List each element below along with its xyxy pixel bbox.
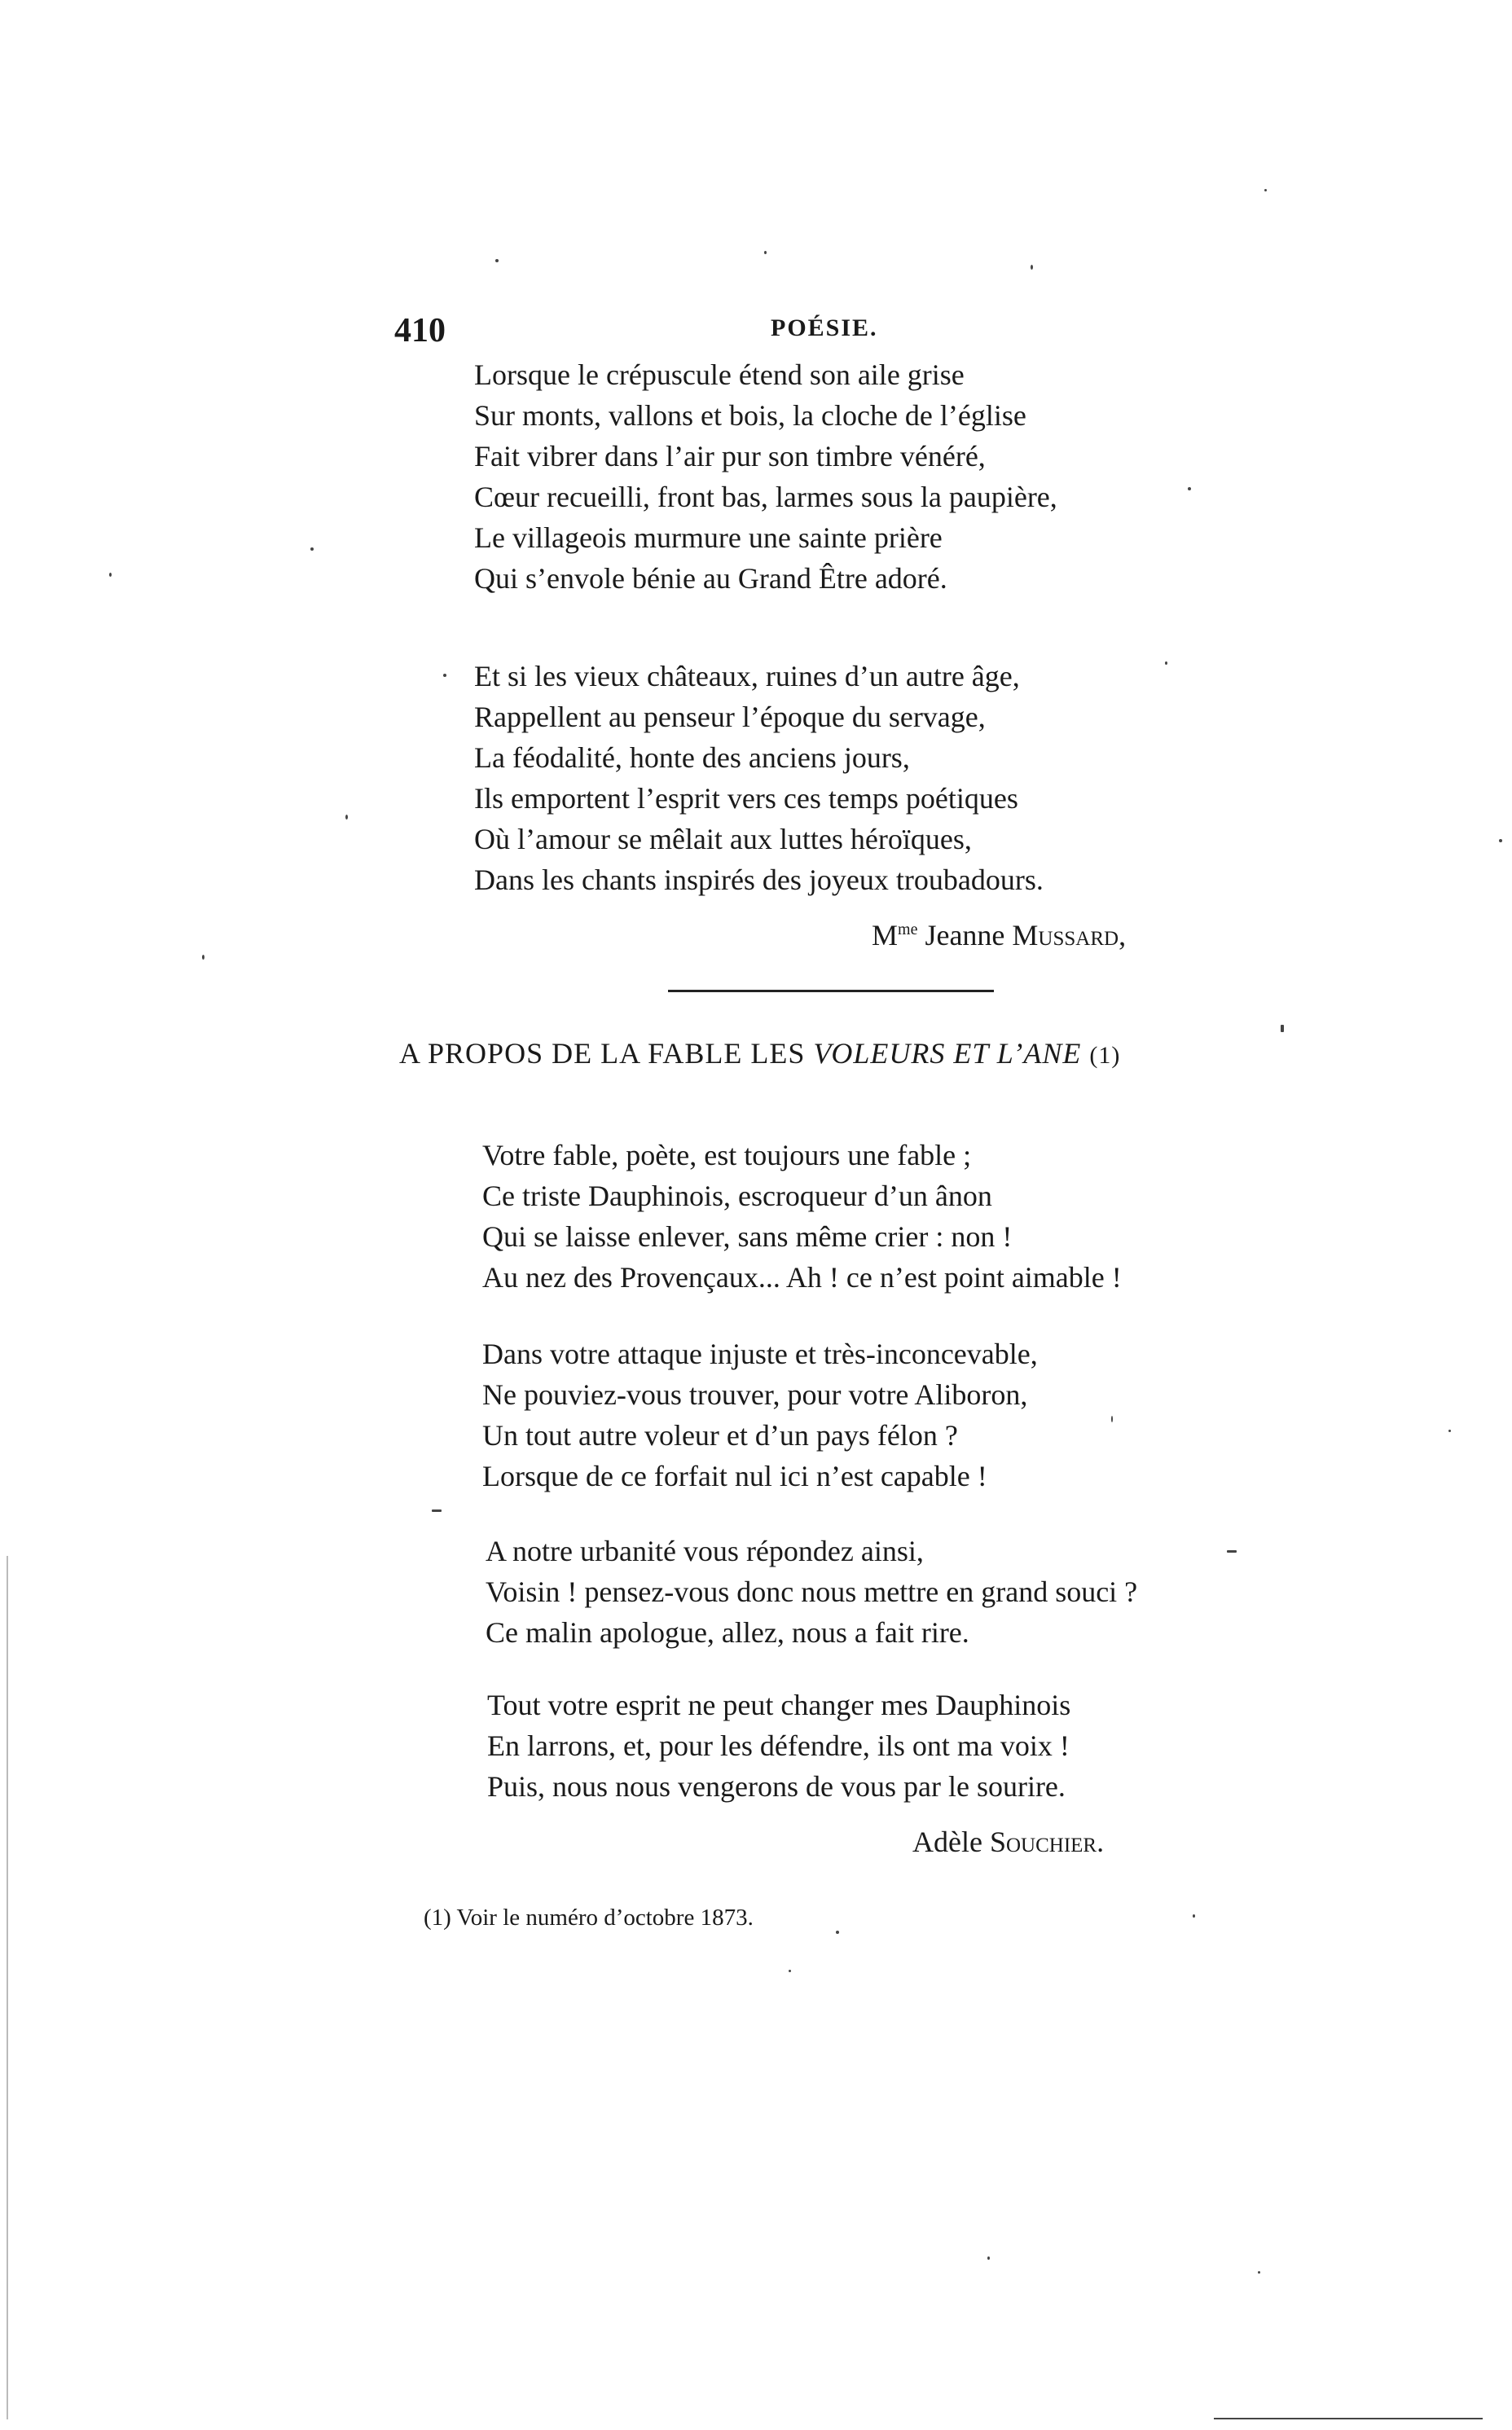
page-number: 410 (394, 312, 446, 349)
scan-speck (1264, 189, 1267, 191)
poem2-stanza-3 (486, 1531, 1137, 1653)
scan-speck (1448, 1430, 1451, 1432)
signature-suffix: , (1119, 919, 1127, 951)
signature-superscript: me (898, 921, 918, 938)
signature-prefix: M (872, 919, 899, 951)
scan-speck (1281, 1025, 1284, 1032)
poem2-stanza-4 (487, 1685, 1070, 1807)
verse-line: Ne pouviez-vous trouver, pour votre Aliboron, (482, 1378, 1028, 1411)
scan-speck (1227, 1550, 1237, 1553)
verse-line: Puis, nous nous vengerons de vous par le sourire. (487, 1770, 1066, 1803)
verse-line: La féodalité, honte des anciens jours, (474, 741, 910, 774)
scan-speck (1165, 661, 1167, 665)
signature-first-name: Jeanne (925, 919, 1005, 951)
verse-line: Et si les vieux châteaux, ruines d’un autre âge, (474, 660, 1020, 692)
poem1-stanza-2 (474, 656, 1044, 900)
verse-line: En larrons, et, pour les défendre, ils ont ma voix ! (487, 1729, 1070, 1762)
verse-line: Où l’amour se mêlait aux luttes héroïques, (474, 823, 972, 855)
poem1-stanza-1 (474, 354, 1057, 599)
scan-edge-line (7, 1556, 8, 2419)
signature-first-name: Adèle (912, 1826, 982, 1858)
scan-speck (310, 547, 314, 551)
title-prefix: A PROPOS DE LA FABLE LES (399, 1037, 806, 1070)
scan-speck (1499, 839, 1502, 842)
scan-speck (495, 259, 499, 262)
poem2-stanza-2 (482, 1334, 1038, 1496)
signature-mussard (872, 918, 1126, 952)
running-title: POÉSIE. (771, 314, 878, 341)
scan-speck (789, 1970, 791, 1972)
verse-line: Voisin ! pensez-vous donc nous mettre en grand souci ? (486, 1575, 1138, 1608)
scan-speck (764, 251, 767, 254)
scan-edge-line (1214, 2418, 1483, 2419)
scan-speck (1193, 1914, 1195, 1918)
verse-line: Ce triste Dauphinois, escroqueur d’un ânon (482, 1180, 992, 1212)
verse-line: Au nez des Provençaux... Ah ! ce n’est point aimable ! (482, 1261, 1122, 1294)
verse-line: Tout votre esprit ne peut changer mes Dauphinois (487, 1689, 1071, 1721)
verse-line: Qui se laisse enlever, sans même crier : non ! (482, 1220, 1013, 1253)
scan-speck (1031, 265, 1033, 270)
signature-last-name: Souchier (989, 1826, 1097, 1858)
verse-line: Lorsque le crépuscule étend son aile grise (474, 358, 965, 391)
title-italic: VOLEURS ET L’ANE (813, 1037, 1082, 1070)
scan-speck (1188, 487, 1191, 490)
verse-line: Votre fable, poète, est toujours une fable ; (482, 1139, 972, 1171)
scan-speck (345, 815, 348, 820)
scan-speck (987, 2256, 990, 2260)
signature-suffix: . (1097, 1826, 1105, 1858)
poem2-stanza-1 (482, 1135, 1122, 1298)
verse-line: Un tout autre voleur et d’un pays félon ? (482, 1419, 958, 1452)
verse-line: Lorsque de ce forfait nul ici n’est capable ! (482, 1460, 987, 1492)
signature-last-name: Mussard (1012, 919, 1119, 951)
scan-speck (1111, 1416, 1113, 1422)
verse-line: Ils emportent l’esprit vers ces temps poétiques (474, 782, 1018, 815)
scan-speck (443, 674, 446, 677)
footnote: (1) Voir le numéro d’octobre 1873. (424, 1905, 754, 1931)
scan-speck (1258, 2271, 1260, 2274)
poem2-title (399, 1036, 1120, 1070)
scan-speck (432, 1509, 442, 1512)
scan-speck (836, 1931, 839, 1934)
verse-line: A notre urbanité vous répondez ainsi, (486, 1535, 924, 1567)
signature-souchier (912, 1825, 1104, 1859)
verse-line: Fait vibrer dans l’air pur son timbre vénéré, (474, 440, 986, 472)
title-footnote-ref: (1) (1089, 1042, 1121, 1069)
verse-line: Dans votre attaque injuste et très-inconcevable, (482, 1338, 1038, 1370)
scan-speck (202, 955, 204, 960)
verse-line: Rappellent au penseur l’époque du servage, (474, 701, 986, 733)
scan-speck (109, 573, 112, 577)
verse-line: Le villageois murmure une sainte prière (474, 521, 943, 554)
verse-line: Dans les chants inspirés des joyeux troubadours. (474, 863, 1044, 896)
verse-line: Cœur recueilli, front bas, larmes sous la paupière, (474, 481, 1057, 513)
verse-line: Sur monts, vallons et bois, la cloche de l’église (474, 399, 1026, 432)
verse-line: Qui s’envole bénie au Grand Être adoré. (474, 562, 947, 595)
verse-line: Ce malin apologue, allez, nous a fait rire. (486, 1616, 969, 1649)
section-divider (668, 990, 994, 992)
